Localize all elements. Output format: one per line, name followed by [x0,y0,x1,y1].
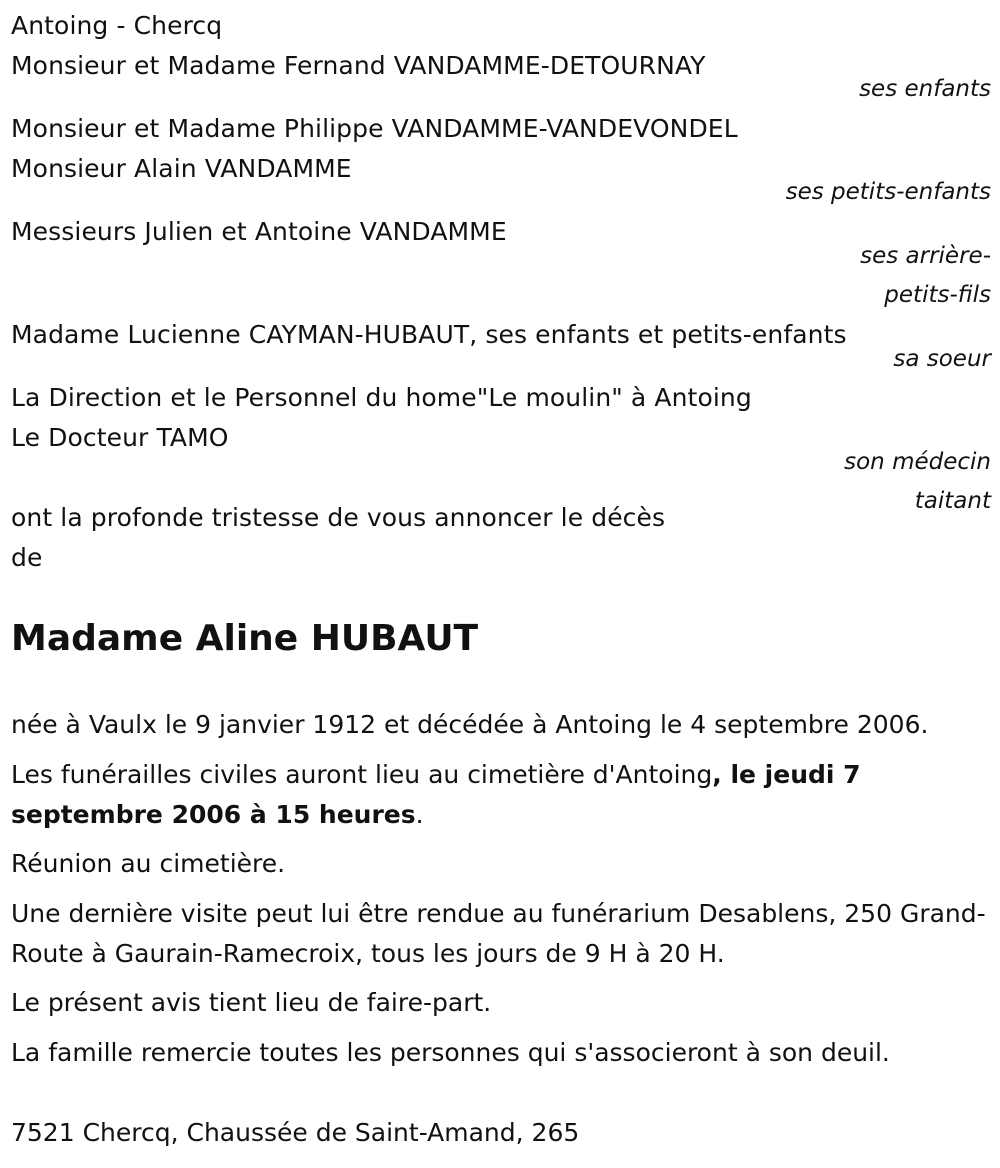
role-great-grandchildren-1: ses arrière- [860,243,991,269]
role-children: ses enfants [859,76,991,102]
role-sister: sa soeur [893,346,991,372]
family-member-lucienne: Madame Lucienne CAYMAN-HUBAUT, ses enfants et petits-enfants [11,320,847,349]
family-member-doctor: Le Docteur TAMO [11,423,229,452]
meeting-info: Réunion au cimetière. [11,849,286,878]
deceased-name: Madame Aline HUBAUT [11,618,479,659]
family-member-fernand: Monsieur et Madame Fernand VANDAMME-DETOURNAY [11,51,706,80]
announcement-line: ont la profonde tristesse de vous annoncer le décès [11,503,666,532]
family-member-home-staff: La Direction et le Personnel du home"Le moulin" à Antoing [11,383,752,412]
role-doctor-1: son médecin [844,449,991,475]
notice-info: Le présent avis tient lieu de faire-part. [11,988,492,1017]
birth-death-info: née à Vaulx le 9 janvier 1912 et décédée à Antoing le 4 septembre 2006. [11,710,929,739]
funeral-date: , le jeudi 7 septembre 2006 à 15 heures [11,760,861,829]
visit-info: Une dernière visite peut lui être rendue au funérarium Desablens, 250 Grand-Route à Gaurain-Ramecroix, tous les jours de 9 H à 20 H. [11,899,986,968]
role-great-grandchildren-2: petits-fils [884,282,991,308]
location-header: Antoing - Chercq [11,11,223,40]
role-doctor-2: taitant [914,488,991,514]
announcement-de: de [11,543,43,572]
family-member-julien-antoine: Messieurs Julien et Antoine VANDAMME [11,217,507,246]
thanks-info: La famille remercie toutes les personnes qui s'associeront à son deuil. [11,1038,890,1067]
funeral-end: . [415,800,424,829]
address: 7521 Chercq, Chaussée de Saint-Amand, 265 [11,1118,580,1147]
funeral-intro: Les funérailles civiles auront lieu au cimetière d'Antoing [11,760,713,789]
family-member-philippe: Monsieur et Madame Philippe VANDAMME-VANDEVONDEL [11,114,738,143]
family-member-alain: Monsieur Alain VANDAMME [11,154,352,183]
funeral-info [11,755,986,835]
role-grandchildren: ses petits-enfants [785,179,991,205]
